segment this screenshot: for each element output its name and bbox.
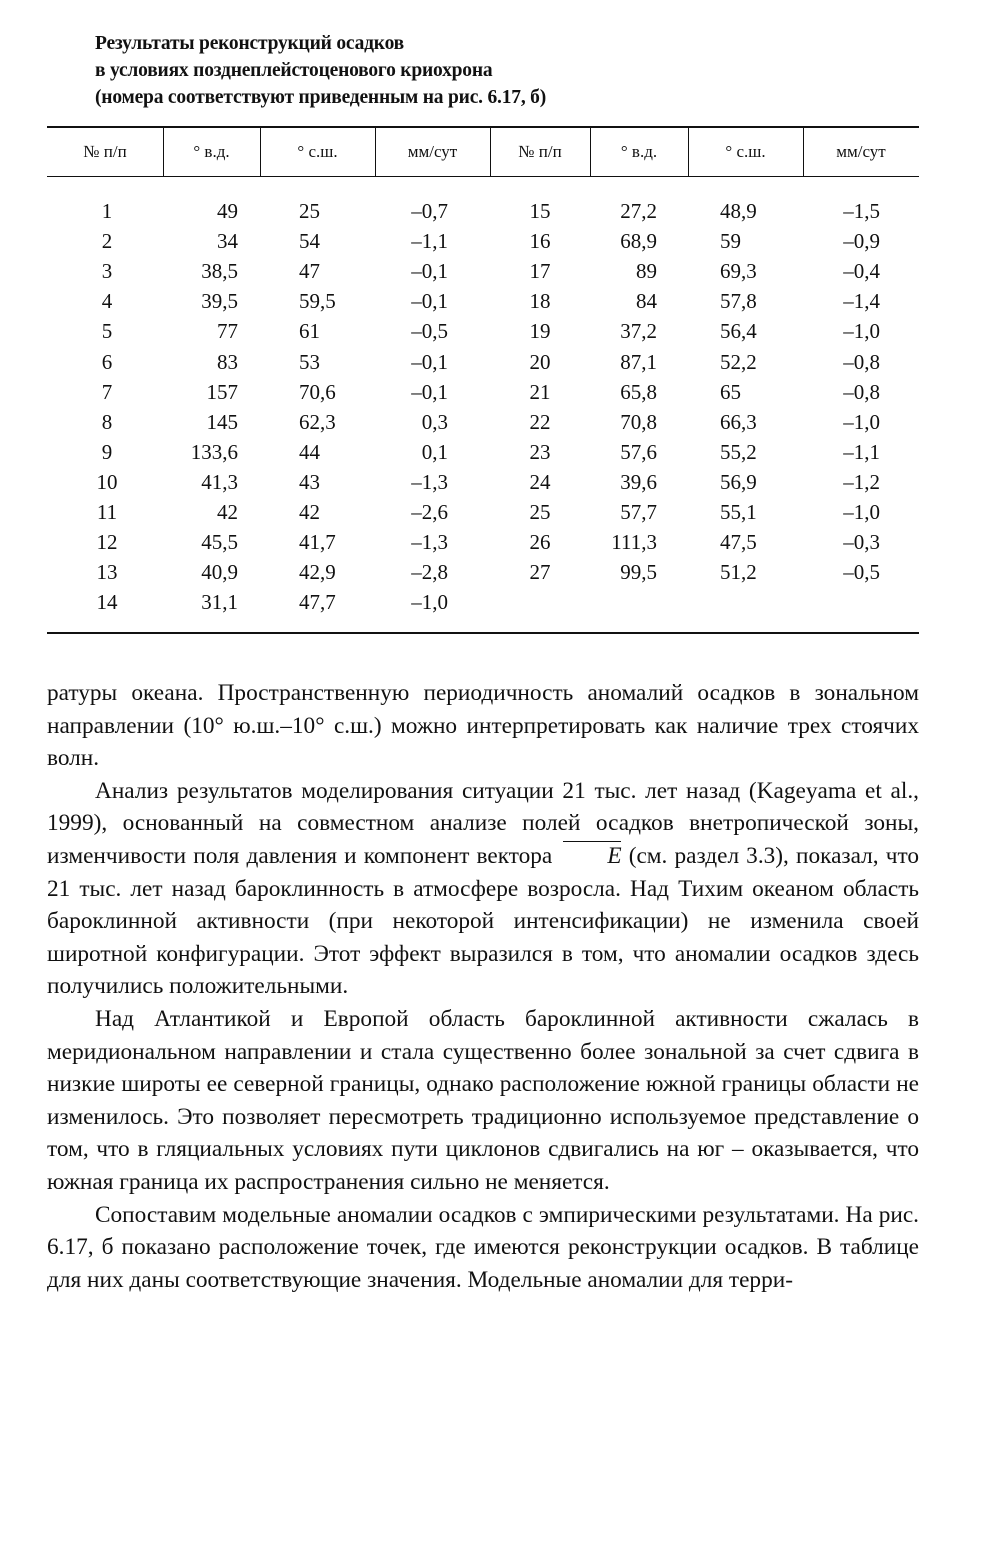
latitude-cell: 43 <box>299 469 320 494</box>
longitude-cell: 37,2 <box>620 319 657 344</box>
latitude-cell: 42 <box>299 500 320 524</box>
row-number: 24 <box>529 469 551 494</box>
longitude-cell: 39,6 <box>620 469 657 494</box>
row-number: 20 <box>529 349 551 374</box>
latitude-cell: 69,3 <box>720 259 757 284</box>
caption-line-3: (номера соответствуют приведенным на рис. 6.17, б) <box>95 87 547 108</box>
latitude-cell: 54 <box>299 229 320 254</box>
row-number: 12 <box>96 530 118 555</box>
longitude-cell: 70,8 <box>620 409 657 434</box>
latitude-cell: 48,9 <box>720 199 757 223</box>
longitude-cell: 27,2 <box>620 199 657 223</box>
header-precip-left: мм/сут <box>407 142 458 161</box>
header-lon-right: ° в.д. <box>620 142 658 161</box>
latitude-cell: 57,8 <box>720 289 757 314</box>
table-bottom-rule <box>47 632 919 634</box>
precip-cell: –1,5 <box>843 199 880 223</box>
longitude-cell: 34 <box>217 229 238 254</box>
row-number: 13 <box>96 560 118 585</box>
row-number: 21 <box>529 379 551 404</box>
longitude-cell: 99,5 <box>620 560 657 585</box>
longitude-cell: 31,1 <box>201 590 238 615</box>
latitude-cell: 56,4 <box>720 319 757 344</box>
latitude-cell: 70,6 <box>299 379 336 404</box>
longitude-cell: 84 <box>636 289 657 314</box>
row-number: 25 <box>529 500 551 524</box>
paragraph-3: Над Атлантикой и Европой область бароклинной активности сжалась в меридиональном направлении и стала существенно более зональной за счет сдвига в низкие широты ее северной границы, однако расположение южной границы области не изменилось. Это позволяет пересмотреть традиционно используемое представление о том, что в гляциальных условиях пути циклонов сдвигались на юг – оказывается, что южная граница их распространения сильно не меняется. <box>47 1005 919 1195</box>
row-number: 7 <box>101 379 113 404</box>
longitude-cell: 89 <box>636 259 657 284</box>
paragraph-2-part-2: (см. раздел 3.3), показал, что 21 тыс. лет назад бароклинность в атмосфере возросла. Над Тихим океаном область бароклинной активности (при некоторой интенсификации) не изменила своей широтной конфигурации. Этот эффект выразился в том, что аномалии осадков здесь получились положительными. <box>47 842 919 1000</box>
latitude-cell: 53 <box>299 349 320 374</box>
longitude-cell: 38,5 <box>201 259 238 284</box>
precip-cell: –0,5 <box>411 319 448 344</box>
row-number: 23 <box>529 439 551 464</box>
precip-cell: –0,5 <box>843 560 880 585</box>
longitude-cell: 40,9 <box>201 560 238 585</box>
precip-cell: –0,4 <box>843 259 880 284</box>
longitude-cell: 157 <box>206 379 238 404</box>
precip-cell: –1,3 <box>411 469 448 494</box>
longitude-cell: 42 <box>217 500 238 524</box>
precip-cell: –0,1 <box>411 349 448 374</box>
precip-cell: –0,7 <box>411 199 448 223</box>
precip-cell: –0,1 <box>411 379 448 404</box>
row-number: 3 <box>101 259 113 284</box>
paragraph-4: Сопоставим модельные аномалии осадков с эмпирическими результатами. На рис. 6.17, б показано расположение точек, где имеются реконструкции осадков. В таблице для них даны соответствующие значения. Модельные аномалии для терри- <box>47 1201 919 1293</box>
latitude-cell: 65 <box>720 379 741 404</box>
row-number: 8 <box>101 409 113 434</box>
row-number: 2 <box>101 229 113 254</box>
paragraph-2 <box>47 775 919 1003</box>
latitude-cell: 59 <box>720 229 741 254</box>
longitude-cell: 49 <box>217 199 238 223</box>
longitude-cell: 57,6 <box>620 439 657 464</box>
longitude-cell: 45,5 <box>201 530 238 555</box>
precip-cell: –0,9 <box>843 229 880 254</box>
row-number: 15 <box>529 199 551 223</box>
latitude-cell: 47,5 <box>720 530 757 555</box>
precip-cell: –0,1 <box>411 289 448 314</box>
row-number: 14 <box>96 590 118 615</box>
precip-cell: –1,2 <box>843 469 880 494</box>
row-number: 22 <box>529 409 551 434</box>
longitude-cell: 65,8 <box>620 379 657 404</box>
precip-cell: –1,0 <box>411 590 448 615</box>
row-number: 17 <box>529 259 551 284</box>
latitude-cell: 55,2 <box>720 439 757 464</box>
latitude-cell: 61 <box>299 319 320 344</box>
body-text <box>47 677 919 1296</box>
precip-cell: –0,8 <box>843 349 880 374</box>
header-num-left: № п/п <box>83 142 127 161</box>
row-number: 27 <box>529 560 551 585</box>
row-number: 5 <box>101 319 113 344</box>
precip-cell: –1,4 <box>843 289 880 314</box>
longitude-cell: 133,6 <box>190 439 238 464</box>
longitude-cell: 57,7 <box>620 500 657 524</box>
row-number: 16 <box>529 229 551 254</box>
latitude-cell: 62,3 <box>299 409 336 434</box>
header-precip-right: мм/сут <box>836 142 886 161</box>
longitude-cell: 87,1 <box>620 349 657 374</box>
precip-cell: –1,3 <box>411 530 448 555</box>
latitude-cell: 52,2 <box>720 349 757 374</box>
vector-e-symbol: E <box>559 840 621 873</box>
table-caption <box>95 30 546 111</box>
row-number: 19 <box>529 319 551 344</box>
longitude-cell: 145 <box>206 409 238 434</box>
latitude-cell: 44 <box>299 439 320 464</box>
precip-cell: 0,3 <box>421 409 448 434</box>
latitude-cell: 47,7 <box>299 590 336 615</box>
longitude-cell: 83 <box>217 349 238 374</box>
row-number: 4 <box>101 289 113 314</box>
header-lat-left: ° с.ш. <box>297 142 338 161</box>
row-number: 6 <box>101 349 113 374</box>
latitude-cell: 66,3 <box>720 409 757 434</box>
caption-line-1: Результаты реконструкций осадков <box>95 33 404 54</box>
header-lat-right: ° с.ш. <box>725 142 766 161</box>
paragraph-1: ратуры океана. Пространственную периодичность аномалий осадков в зональном направлении (10° ю.ш.–10° с.ш.) можно интерпретировать как наличие трех стоячих волн. <box>47 680 919 772</box>
row-number: 11 <box>96 500 118 524</box>
paragraph-2-part-1: Анализ результатов моделирования ситуации 21 тыс. лет назад (Kageyama et al., 1999), основанный на совместном анализе полей осадков внетропической зоны, изменчивости поля давления и компонент вектора <box>47 777 919 869</box>
longitude-cell: 41,3 <box>201 469 238 494</box>
longitude-cell: 68,9 <box>620 229 657 254</box>
latitude-cell: 59,5 <box>299 289 336 314</box>
row-number: 9 <box>101 439 113 464</box>
longitude-cell: 111,3 <box>611 530 657 555</box>
precip-cell: –1,0 <box>843 319 880 344</box>
precip-cell: –2,8 <box>411 560 448 585</box>
precip-cell: –0,1 <box>411 259 448 284</box>
precip-cell: 0,1 <box>421 439 448 464</box>
row-number: 10 <box>96 469 118 494</box>
latitude-cell: 51,2 <box>720 560 757 585</box>
row-number: 18 <box>529 289 551 314</box>
header-num-right: № п/п <box>518 142 562 161</box>
precip-cell: –0,8 <box>843 379 880 404</box>
precip-cell: –1,0 <box>843 500 880 524</box>
latitude-cell: 25 <box>299 199 320 223</box>
header-lon-left: ° в.д. <box>193 142 230 161</box>
latitude-cell: 42,9 <box>299 560 336 585</box>
precip-cell: –1,0 <box>843 409 880 434</box>
precip-cell: –1,1 <box>411 229 448 254</box>
precip-cell: –1,1 <box>843 439 880 464</box>
precip-cell: –0,3 <box>843 530 880 555</box>
table-header-rule <box>47 176 919 177</box>
latitude-cell: 47 <box>299 259 320 284</box>
latitude-cell: 41,7 <box>299 530 336 555</box>
row-number: 26 <box>529 530 551 555</box>
caption-line-2: в условиях позднеплейстоценового криохрона <box>95 60 493 81</box>
precip-cell: –2,6 <box>411 500 448 524</box>
longitude-cell: 77 <box>217 319 238 344</box>
latitude-cell: 55,1 <box>720 500 757 524</box>
row-number: 1 <box>101 199 113 223</box>
latitude-cell: 56,9 <box>720 469 757 494</box>
longitude-cell: 39,5 <box>201 289 238 314</box>
